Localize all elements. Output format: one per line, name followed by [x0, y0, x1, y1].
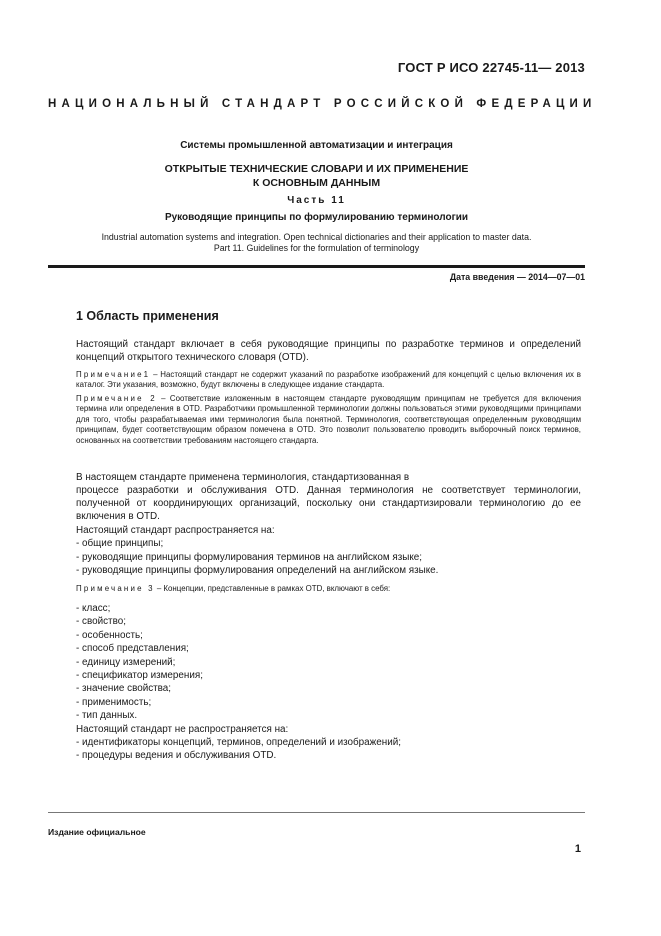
- national-standard-banner: НАЦИОНАЛЬНЫЙ СТАНДАРТ РОССИЙСКОЙ ФЕДЕРАЦИИ: [48, 98, 597, 110]
- list-item: - общие принципы;: [76, 538, 164, 550]
- title-series: Системы промышленной автоматизации и интеграция: [180, 140, 453, 151]
- note-3-label: Примечание 3: [76, 584, 155, 593]
- list-item: - класс;: [76, 603, 111, 614]
- terminology-rest: процессе разработки и обслуживания OTD. Данная терминология не соответствует терминологии, полученной от координирующих организаций, поскольку они стандартизировали терминологию до ее включения в OTD.: [76, 485, 581, 522]
- note-1-text: – Настоящий стандарт не содержит указаний по разработке изображений для концепций с целью включения их в каталог. Эти указания, возможно, будут включены в следующее издание стандарта.: [76, 370, 581, 390]
- terminology-line1: В настоящем стандарте применена терминология, стандартизованная в: [76, 472, 410, 483]
- note-3: [76, 584, 581, 594]
- applies-intro: Настоящий стандарт распространяется на:: [76, 525, 275, 536]
- list-item: - руководящие принципы формулирования определений на английском языке.: [76, 565, 439, 577]
- note-2-label: Примечание 2: [76, 394, 157, 403]
- section-heading: 1 Область применения: [76, 309, 219, 323]
- title-english: [48, 232, 585, 254]
- introduction-date: Дата введения — 2014—07—01: [449, 272, 585, 282]
- official-edition-label: Издание официальное: [48, 827, 146, 837]
- list-item: - тип данных.: [76, 710, 138, 722]
- standard-designation: ГОСТ Р ИСО 22745-11— 2013: [397, 60, 585, 75]
- title-main-line2: К ОСНОВНЫМ ДАННЫМ: [252, 177, 381, 189]
- note-2-text: – Соответствие изложенным в настоящем стандарте руководящим принципам не требуется для включения термина или определения в OTD. Разработчики промышленной терминологии должны пользоваться этими руководящими принципами для того, чтобы разрабатываемая ими терминология была понятной. Терминология, соответствующая определенным руководящим принципам, будет соответствующим образом помечена в OTD. Это позволит пользователю проводить выборочный поиск терминов, основанных на соответствии требованиям настоящего стандарта.: [76, 394, 581, 445]
- applies-list: [76, 524, 438, 578]
- title-main: [48, 162, 585, 190]
- scope-text: Настоящий стандарт включает в себя руководящие принципы по разработке терминов и определений концепций открытого технического словаря (OTD).: [76, 339, 581, 363]
- note-1: [76, 370, 581, 391]
- note-2: [76, 394, 581, 446]
- list-item: - способ представления;: [76, 643, 189, 655]
- list-item: - процедуры ведения и обслуживания OTD.: [76, 750, 277, 762]
- list-item: - применимость;: [76, 696, 152, 708]
- list-item: - свойство;: [76, 616, 126, 628]
- not-applies-intro: Настоящий стандарт не распространяется на:: [76, 723, 289, 735]
- list-item: - особенность;: [76, 629, 143, 641]
- scope-paragraph: [76, 338, 581, 364]
- footer-divider: [48, 812, 585, 813]
- concepts-list: [76, 602, 401, 763]
- title-english-line2: Part 11. Guidelines for the formulation of terminology: [213, 243, 420, 253]
- list-item: - единицу измерений;: [76, 656, 176, 668]
- list-item: - идентификаторы концепций, терминов, определений и изображений;: [76, 737, 401, 749]
- list-item: - спецификатор измерения;: [76, 670, 203, 682]
- list-item: - руководящие принципы формулирования терминов на английском языке;: [76, 551, 423, 563]
- note-1-label: Примечание1: [76, 370, 151, 379]
- terminology-paragraph: [76, 471, 581, 523]
- page-number: 1: [574, 843, 581, 855]
- list-item: - значение свойства;: [76, 683, 172, 695]
- note-3-text: – Концепции, представленные в рамках OTD, включают в себя:: [154, 584, 391, 593]
- title-part: Часть 11: [287, 195, 346, 206]
- title-main-line1: ОТКРЫТЫЕ ТЕХНИЧЕСКИЕ СЛОВАРИ И ИХ ПРИМЕНЕНИЕ: [164, 163, 469, 175]
- title-english-line1: Industrial automation systems and integration. Open technical dictionaries and their application to master data.: [101, 232, 532, 242]
- title-subtitle: Руководящие принципы по формулированию терминологии: [164, 212, 469, 223]
- title-divider: [48, 265, 585, 268]
